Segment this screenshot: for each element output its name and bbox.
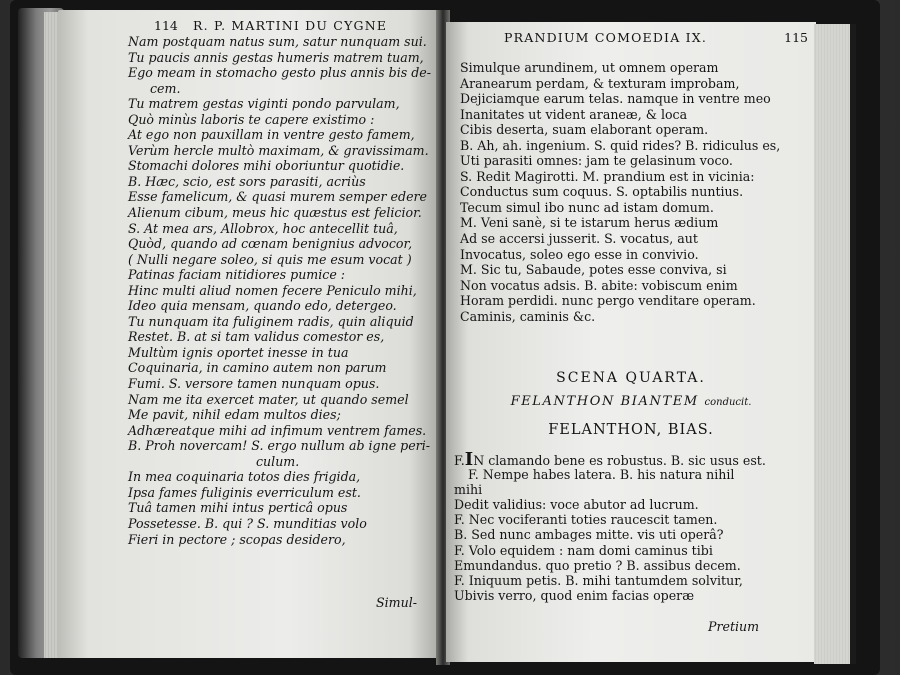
scene-persons: FELANTHON, BIAS. [548,422,714,438]
text-line: Stomachi dolores mihi oboriuntur quotidie. [128,158,405,174]
right-page-text [460,60,780,324]
text-line: Quò minùs laboris te capere existimo : [128,111,375,127]
text-line: Patinas faciam nitidiores pumice : [128,267,346,283]
text-line: Quòd, quando ad cœnam benignius advocor, [128,236,413,252]
scene-subtitle-suffix: conducit. [704,397,752,408]
text-line: Fumi. S. versore tamen nunquam opus. [128,376,380,392]
text-line: ( Nulli negare soleo, si quis me esum vocat ) [128,251,412,267]
text-line: Aranearum perdam, & texturam improbam, [460,75,740,91]
text-line: Multùm ignis oportet inesse in tua [128,344,349,360]
left-page-number: 114 [154,18,178,33]
text-line: Verùm hercle multò maximam, & gravissimam. [128,142,429,158]
text-line: F. Iniquum petis. B. mihi tantumdem solvitur, [454,572,743,588]
text-line: Tecum simul ibo nunc ad istam domum. [460,199,714,215]
text-line: Adhæreatque mihi ad infimum ventrem fames. [128,422,427,438]
right-page-header [504,30,808,45]
text-line: M. Veni sanè, si te istarum herus ædium [460,215,719,231]
text-line: Hinc multi aliud nomen fecere Peniculo mihi, [128,282,417,298]
scene-dialogue [454,449,766,603]
text-line: Me pavit, nihil edam multos dies; [128,407,341,423]
drop-cap: I [464,449,474,470]
text-line: S. Redit Magirotti. M. prandium est in vicinia: [460,168,755,184]
right-page [446,22,816,662]
text-line: Tu paucis annis gestas humeris matrem tuam, [128,49,424,65]
text-line: B. Proh novercam! S. ergo nullum ab igne peri- [128,438,430,454]
text-line: Coquinaria, in camino autem non parum [128,360,387,376]
left-catchword: Simul- [376,595,417,610]
text-line: Tu matrem gestas viginti pondo parvulam, [128,96,400,112]
speaker-prefix: F. [454,453,465,468]
dialogue-first-line [454,449,766,470]
scene-title: SCENA QUARTA. [556,370,706,386]
text-line: Cibis deserta, suam elaborant operam. [460,122,709,138]
text-line: At ego non pauxillam in ventre gesto famem, [128,127,415,143]
left-running-title: R. P. MARTINI DU CYGNE [193,18,388,33]
text-line: F. Volo equidem : nam domi caminus tibi [454,542,713,558]
text-line: Inanitates ut vident araneæ, & loca [460,106,688,122]
text-line: B. Hæc, scio, est sors parasiti, acriùs [128,173,366,189]
text-line: mihi [454,482,483,498]
text-line: F. Nempe habes latera. B. his natura nihil [468,467,735,483]
text-line: Dedit validius: voce abutor ad lucrum. [454,497,699,513]
text-line: Emundandus. quo pretio ? B. assibus decem. [454,557,741,573]
text-line: F. Nec vociferanti toties raucescit tamen. [454,512,718,528]
left-page-text [128,34,431,547]
text-line: Possetesse. B. qui ? S. munditias volo [128,515,367,531]
text-line: Horam perdidi. nunc pergo venditare operam. [460,293,756,309]
text-line: Ideo quia mensam, quando edo, detergeo. [128,298,397,314]
scene-subtitle [446,394,816,409]
text-line: Uti parasiti omnes: jam te gelasinum voco. [460,153,733,169]
text-line: M. Sic tu, Sabaude, potes esse conviva, si [460,262,727,278]
text-line: Ad se accersi jusserit. S. vocatus, aut [460,231,698,247]
text-line: Non vocatus adsis. B. abite: vobiscum enim [460,277,738,293]
text-line: Invocatus, soleo ego esse in convivio. [460,246,699,262]
left-page [58,10,440,658]
text-line: Simulque arundinem, ut omnem operam [460,60,719,75]
text-line: Esse famelicum, & quasi murem semper edere [128,189,428,205]
text-line: Tu nunquam ita fuliginem radis, quin aliquid [128,313,414,329]
text-line: Tuâ tamen mihi intus perticâ opus [128,500,348,516]
text-line: Nam postquam natus sum, satur nunquam sui. [128,34,427,49]
text-line: Fieri in pectore ; scopas desidero, [128,531,346,547]
right-catchword: Pretium [708,619,760,634]
text-line: Restet. B. at si tam validus comestor es, [128,329,385,345]
text-line: cem. [150,80,181,96]
text-line: Ipsa fames fuliginis everriculum est. [128,484,361,500]
text-line: Alienum cibum, meus hic quæstus est felicior. [128,205,422,221]
right-running-title: PRANDIUM COMOEDIA IX. [504,30,708,45]
text-line: Ego meam in stomacho gesto plus annis bis de- [128,65,431,81]
left-page-header [154,18,440,33]
text-line: B. Ah, ah. ingenium. S. quid rides? B. ridiculus es, [460,137,781,153]
text-line: Caminis, caminis &c. [460,308,596,324]
page-edges-right [814,24,856,664]
text-line: Nam me ita exercet mater, ut quando semel [128,391,409,407]
text-line: culum. [256,453,300,469]
text-line: S. At mea ars, Allobrox, hoc antecellit tuâ, [128,220,398,236]
text-line: Dejiciamque earum telas. namque in ventre meo [460,91,771,107]
text-line: B. Sed nunc ambages mitte. vis uti operâ? [454,527,724,543]
dialogue-first-rest: N clamando bene es robustus. B. sic usus est. [473,453,766,468]
text-line: In mea coquinaria totos dies frigida, [128,469,361,485]
text-line: Ubivis verro, quod enim facias operæ [454,587,695,603]
scene-subtitle-main: FELANTHON BIANTEM [510,394,699,409]
right-page-number: 115 [784,30,808,45]
text-line: Conductus sum coquus. S. optabilis nuntius. [460,184,744,200]
